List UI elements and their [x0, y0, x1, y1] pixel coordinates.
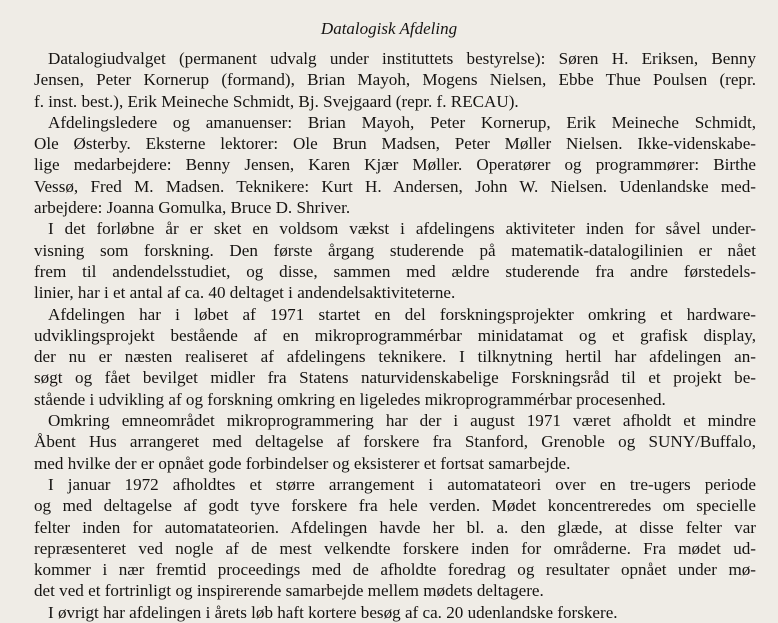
text-line: udviklingsprojekt bestående af en mikroprogrammérbar minidatamat og et grafisk display,: [34, 325, 756, 345]
paragraph-visitors: [34, 602, 756, 623]
text-line: Afdelingsledere og amanuenser: Brian Mayoh, Peter Kornerup, Erik Meineche Schmidt,: [48, 112, 756, 132]
text-line: lige medarbejdere: Benny Jensen, Karen Kjær Møller. Operatører og programmører: Birthe: [34, 155, 756, 175]
text-line: Jensen, Peter Kornerup (formand), Brian Mayoh, Mogens Nielsen, Ebbe Thue Poulsen (repr.: [34, 70, 756, 90]
text-line: I det forløbne år er sket en voldsom vækst i afdelingens aktiviteter inden for såvel under-: [48, 219, 756, 239]
text-line: Afdelingen har i løbet af 1971 startet en del forskningsprojekter omkring et hardware-: [48, 304, 756, 324]
paragraph-projects: [34, 304, 756, 410]
text-line: f. inst. best.), Erik Meineche Schmidt, Bj. Svejgaard (repr. f. RECAU).: [34, 91, 519, 111]
paragraph-staff: [34, 112, 756, 218]
text-line: repræsenteret ved nogle af de mest velkendte forskere inden for områderne. Fra mødet ud-: [34, 538, 756, 558]
text-line: I januar 1972 afholdtes et større arrangement i automatateori over en tre-ugers periode: [48, 474, 756, 494]
text-line: felter inden for automatateorien. Afdelingen havde her bl. a. den glæde, at disse felter var: [34, 517, 756, 537]
text-line: med hvilke der er opnået gode forbindelser og eksisterer et fortsat samarbejde.: [34, 453, 571, 473]
text-line: arbejdere: Joanna Gomulka, Bruce D. Shriver.: [34, 198, 351, 218]
text-line: Omkring emneområdet mikroprogrammering har der i august 1971 været afholdt et mindre: [48, 411, 756, 431]
section-heading: Datalogisk Afdeling: [320, 19, 458, 38]
text-line: frem til andendelsstudiet, og disse, sammen med ældre studerende fra andre førstedels-: [34, 261, 756, 281]
text-line: Ole Østerby. Eksterne lektorer: Ole Brun Madsen, Peter Møller Nielsen. Ikke-videnskabe-: [34, 134, 756, 154]
text-line: stående i udvikling af og forskning omkring en ligeledes mikroprogrammérbar procesenhed.: [34, 389, 666, 409]
text-line: kommer i nær fremtid proceedings med de afholdte foredrag og resultater opnået under mø-: [34, 560, 756, 580]
paragraph-growth: [34, 218, 756, 303]
text-line: visning som forskning. Den første årgang studerende på matematik-datalogilinien er nået: [34, 240, 756, 260]
text-line: der nu er næsten realiseret af afdelingens teknikere. I tilknytning hertil har afdelingen an-: [34, 347, 756, 367]
text-line: Vessø, Fred M. Madsen. Teknikere: Kurt H. Andersen, John W. Nielsen. Udenlandske med-: [34, 176, 756, 196]
body-text: [34, 48, 756, 623]
text-line: Datalogiudvalget (permanent udvalg under instituttets bestyrelse): Søren H. Eriksen, Benny: [48, 49, 756, 68]
text-line: I øvrigt har afdelingen i årets løb haft kortere besøg af ca. 20 udenlandske forskere.: [48, 602, 618, 622]
text-line: det ved et fortrinligt og inspirerende samarbejde mellem mødets deltagere.: [34, 581, 544, 601]
paragraph-committee: [34, 48, 756, 112]
text-line: og med deltagelse af godt tyve forskere fra hele verden. Mødet koncentreredes om specielle: [34, 496, 756, 516]
text-line: Åbent Hus arrangeret med deltagelse af forskere fra Stanford, Grenoble og SUNY/Buffalo,: [34, 432, 756, 452]
text-line: søgt og fået bevilget midler fra Statens naturvidenskabelige Forskningsråd til et projekt be-: [34, 368, 756, 388]
paragraph-open-house: [34, 410, 756, 474]
paragraph-automata: [34, 474, 756, 602]
text-line: linier, har i et antal af ca. 40 deltaget i andendelsaktiviteterne.: [34, 283, 456, 303]
